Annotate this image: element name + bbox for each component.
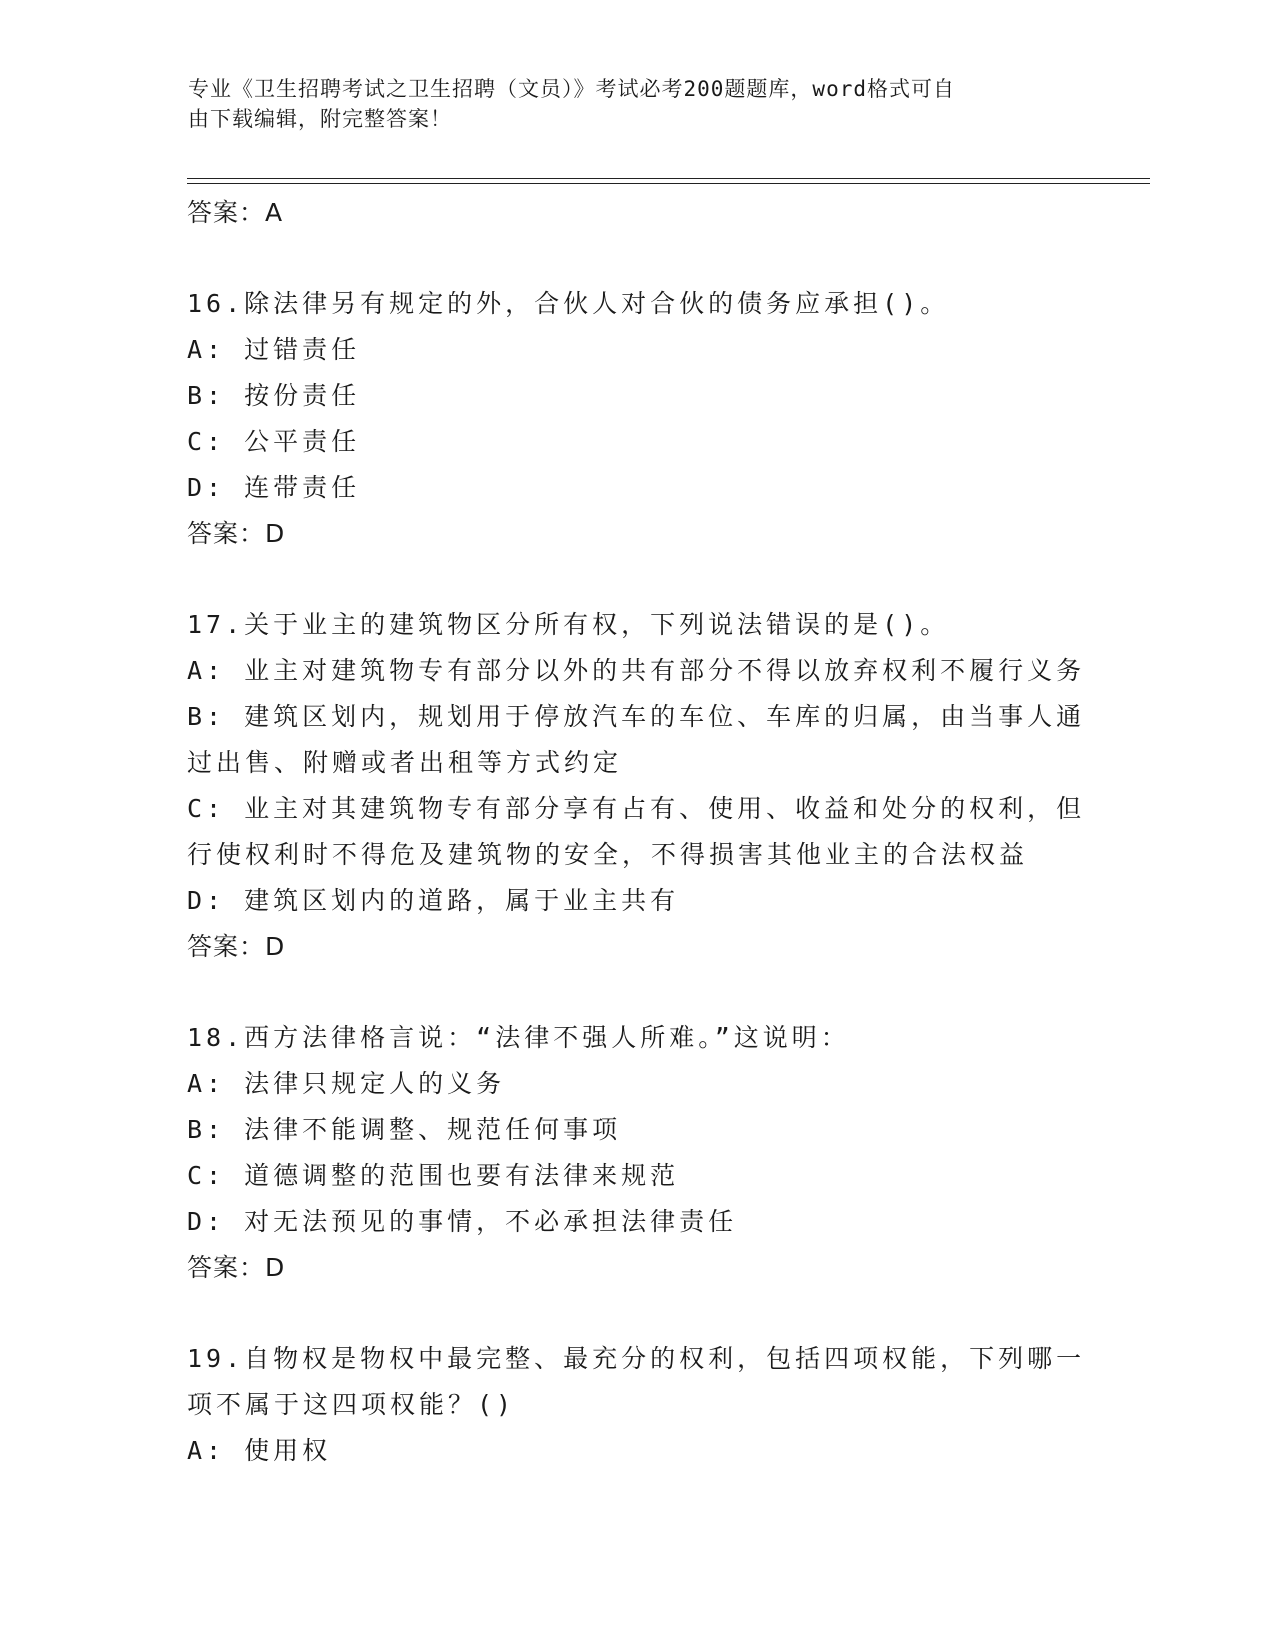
spacer [187,1291,1087,1336]
question-19 [187,1336,1087,1474]
question-16 [187,281,1087,557]
option-c: C: 公平责任 [187,427,361,456]
document-body [187,190,1087,1474]
document-header [188,74,1068,134]
option-a: A: 使用权 [187,1436,332,1465]
option-d: D: 对无法预见的事情，不必承担法律责任 [187,1207,738,1236]
header-rule-bottom [187,183,1150,184]
option-d: D: 建筑区划内的道路，属于业主共有 [187,886,680,915]
option-b: B: 法律不能调整、规范任何事项 [187,1115,622,1144]
header-line-2: 由下载编辑，附完整答案！ [188,107,452,131]
question-stem-continued: 项不属于这四项权能？() [187,1390,516,1419]
option-b: B: 按份责任 [187,381,361,410]
question-stem: 18.西方法律格言说：“法律不强人所难。”这说明： [187,1023,850,1052]
option-b: B: 建筑区划内，规划用于停放汽车的车位、车库的归属，由当事人通 [187,702,1086,731]
answer: 答案：D [187,932,286,961]
option-c: C: 业主对其建筑物专有部分享有占有、使用、收益和处分的权利，但 [187,794,1086,823]
question-stem: 19.自物权是物权中最完整、最充分的权利，包括四项权能，下列哪一 [187,1344,1086,1373]
question-17 [187,602,1087,970]
answer: 答案：D [187,519,286,548]
spacer [187,970,1087,1015]
option-a: A: 过错责任 [187,335,361,364]
spacer [187,236,1087,281]
option-c: C: 道德调整的范围也要有法律来规范 [187,1161,680,1190]
previous-answer: 答案：A [187,198,284,227]
option-d: D: 连带责任 [187,473,361,502]
option-c-continued: 行使权利时不得危及建筑物的安全，不得损害其他业主的合法权益 [187,840,1029,869]
header-rule-top [187,178,1150,179]
question-stem: 16.除法律另有规定的外，合伙人对合伙的债务应承担()。 [187,289,950,318]
question-18 [187,1015,1087,1291]
answer: 答案：D [187,1253,286,1282]
spacer [187,557,1087,602]
option-a: A: 法律只规定人的义务 [187,1069,506,1098]
header-line-1: 专业《卫生招聘考试之卫生招聘（文员）》考试必考200题题库，word格式可自 [188,77,955,101]
option-a: A: 业主对建筑物专有部分以外的共有部分不得以放弃权利不履行义务 [187,656,1086,685]
question-stem: 17.关于业主的建筑物区分所有权，下列说法错误的是()。 [187,610,950,639]
option-b-continued: 过出售、附赠或者出租等方式约定 [187,748,623,777]
